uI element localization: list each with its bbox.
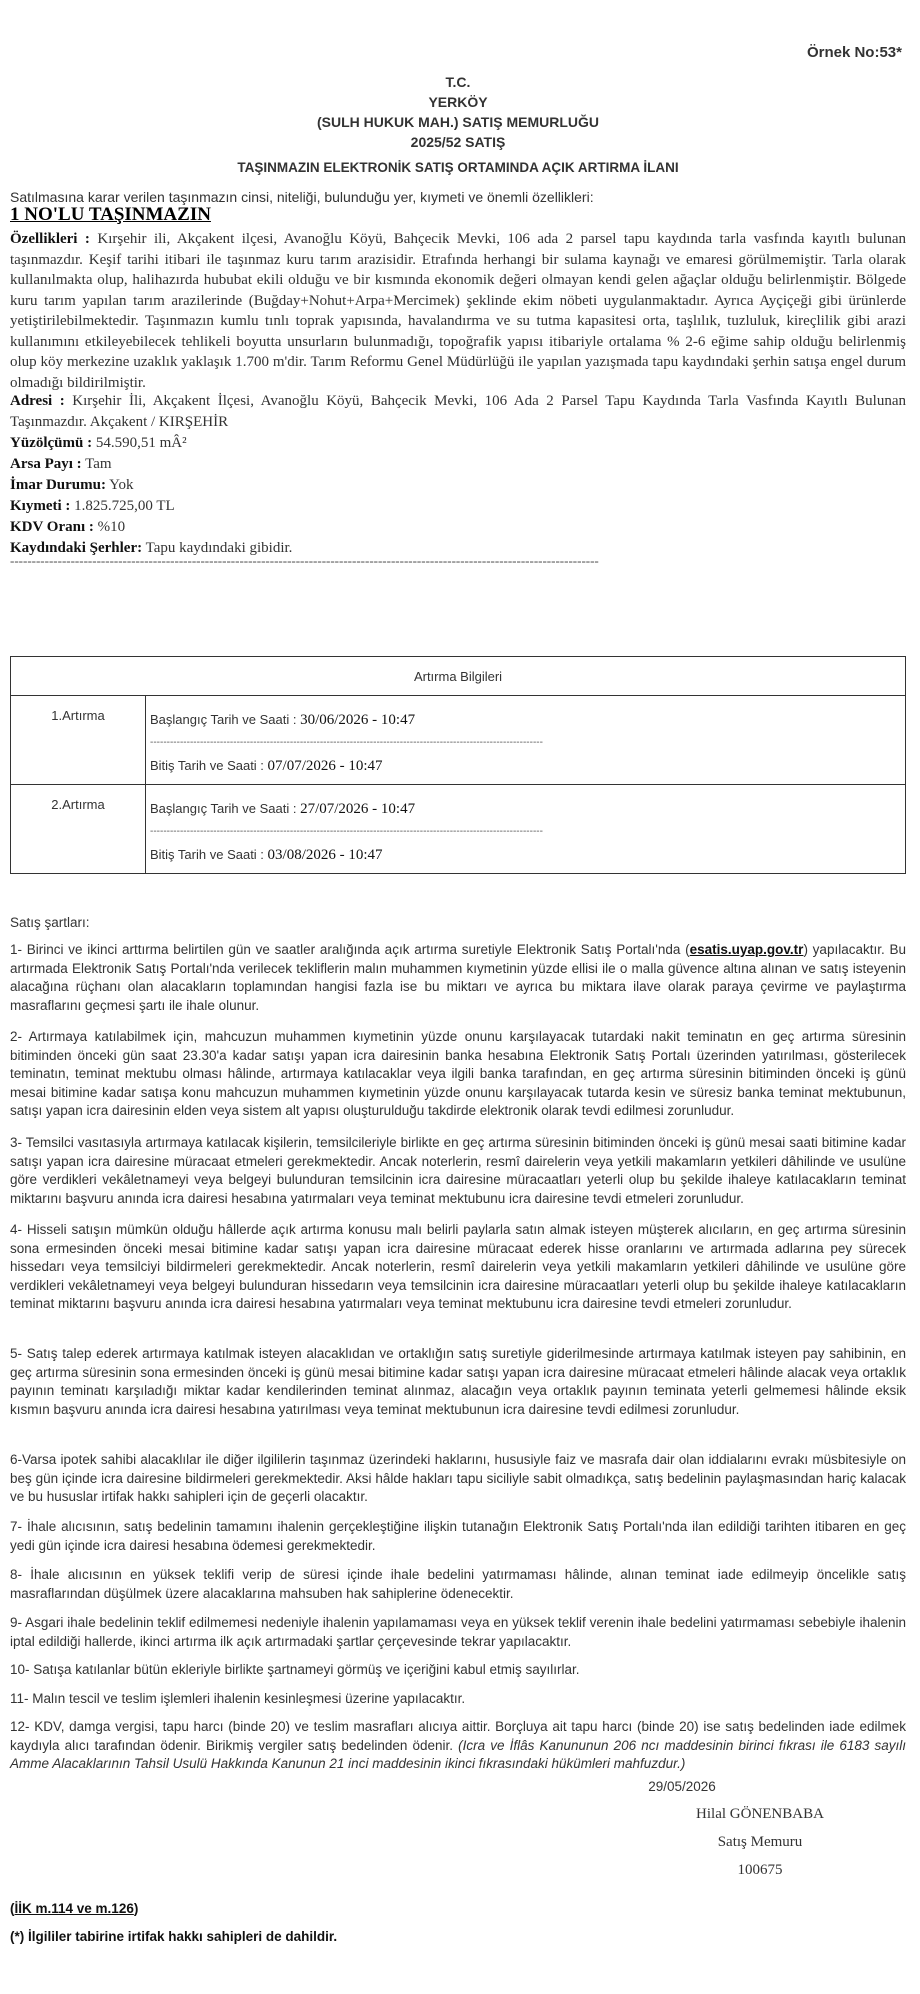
address-text: Kırşehir İli, Akçakent İlçesi, Avanoğlu Köyü, Bahçecik Mevki, 106 Ada 2 Parsel Tapu Kaydında Tarla Vasfında Kayıtlı Bulunan Taşınmazdır. Akçakent / KIRŞEHİR [10,393,906,430]
signer-number: 100675 [737,1862,783,1878]
header-yerkoy: YERKÖY [428,94,488,110]
esatis-link[interactable]: esatis.uyap.gov.tr [689,942,804,957]
area-value: 54.590,51 mÂ² [92,435,187,451]
value-field [10,496,175,516]
condition-8: 8- İhale alıcısının en yüksek teklifi verip de süresi içinde ihale bedelini yatırmaması hâlinde, alınan teminat iade edilmeyip öncelikle satış masraflarından düşülmek üzere alacaklarına mahsuben hak sahiplerine ödenecektir. [10,1567,906,1601]
auction-2-label: 2.Artırma [11,785,146,874]
intro-text: Satılmasına karar verilen taşınmazın cinsi, niteliği, bulunduğu yer, kıymeti ve önemli özellikleri: [10,189,594,205]
condition-3: 3- Temsilci vasıtasıyla artırmaya katılacak kişilerin, temsilcileriyle birlikte en geç artırma süresinin bitiminden önceki iş günü mesai saati bitimine kadar satışı yapan icra dairesine müracaat etmeleri gerekmektedir. Ancak noterlerin, resmî dairelerin veya yetkili makamların yetkileri dâhilinde ve usulüne göre verdikleri vekâletnameyi veya belgeyi bulunduran temsilcinin icra dairesine müracaatları yeterli olup bu şekilde ihaleye katılacakların teminat miktarını başvuru anında icra dairesi hesabına yatırmaları veya teminat mektubunu icra dairesine tevdi etmeleri zorunludur. [10,1135,906,1206]
auction-2-start [150,797,901,821]
footnote: (*) İlgililer tabirine irtifak hakkı sahipleri de dahildir. [10,1929,338,1944]
announcement-title: TAŞINMAZIN ELEKTRONİK SATIŞ ORTAMINDA AÇIK ARTIRMA İLANI [237,160,679,175]
condition-1-text-a: 1- Birinci ve ikinci arttırma belirtilen gün ve saatler aralığında açık artırma suretiyle Elektronik Satış Portalı'nda ( [10,942,690,957]
auction-1-dates [146,696,906,785]
condition-10: 10- Satışa katılanlar bütün ekleriyle birlikte şartnameyi görmüş ve içeriğini kabul etmiş sayılırlar. [10,1662,580,1677]
example-number: Örnek No:53* [806,44,902,61]
condition-1 [10,941,906,1015]
start-label: Başlangıç Tarih ve Saati : [150,801,301,816]
separator-line: ---------------------------------------------------------------------------------------------------------------------------------------- [10,553,599,568]
iik-link[interactable]: İİK m.114 ve m.126 [14,1901,134,1916]
land-share-field [10,454,112,474]
value-label: Kıymeti : [10,498,71,514]
land-share-label: Arsa Payı : [10,456,82,472]
annotations-label: Kaydındaki Şerhler: [10,540,143,556]
condition-11: 11- Malın tescil ve teslim işlemleri ihalenin kesinleşmesi üzerine yapılacaktır. [10,1691,466,1706]
property-title: 1 NO'LU TAŞINMAZIN [10,204,211,225]
row-separator: ---------------------------------------------------------------------------------------------------------------------- [150,826,543,837]
table-row [11,785,906,874]
annotations-value: Tapu kaydındaki gibidir. [142,540,293,556]
property-address [10,391,906,432]
institution-header [10,72,906,152]
condition-12 [10,1718,906,1774]
land-share-value: Tam [81,456,112,472]
start-value: 27/07/2026 - 10:47 [300,801,416,817]
features-label: Özellikleri : [10,231,90,247]
condition-2: 2- Artırmaya katılabilmek için, mahcuzun muhammen kıymetinin yüzde onunu karşılayacak tutardaki nakit teminatın en geç artırma süresinin bitiminden önceki gün saat 23.30'a kadar satışı yapan icra dairesinin banka hesabına Elektronik Satış Portalı üzerinden yatırılması, gösterilecek teminatın, teminat mektubu olması hâlinde, artırmaya katılacaklar veya ilgili banka tarafından, en geç artırma süresinin bitiminden önceki iş günü mesai bitimine kadar satışa konu mahcuzun muhammen kıymetinin yüzde onunu karşılayacak tutarda kesin ve süresiz banka teminat mektubunun, satışı yapan icra dairesinin elden veya sistem alt yapısı oluşturulduğu takdirde elektronik olarak tevdi edilmesi zorunludur. [10,1029,906,1118]
property-features [10,229,906,393]
row-separator: ---------------------------------------------------------------------------------------------------------------------- [150,737,543,748]
condition-4: 4- Hisseli satışın mümkün olduğu hâllerde açık artırma konusu malı belirli paylarla satın almak isteyen müşterek alıcıların, en geç artırma süresinin sona ermesinden önceki mesai bitimine kadar satışı yapan icra dairesine müracaat ederek hisse oranlarını ve artırmada adlarına pey sürecek hissedarı veya temsilciyi bildirmeleri gerekmektedir. Ancak noterlerin, resmî dairelerin veya yetkili makamların yetkileri dâhilinde ve usulüne göre verdikleri vekâletnameyi veya belgeyi bulunduran hissedarın veya temsilcinin icra dairesine müracaatları yeterli olup bu şekilde ihaleye katılacakların teminat miktarını başvuru anında icra dairesi hesabına yatırmaları veya teminat mektubunu icra dairesine tevdi etmeleri zorunludur. [10,1222,906,1311]
auction-info-header: Artırma Bilgileri [11,657,906,696]
auction-info-table [10,656,906,874]
features-text: Kırşehir ili, Akçakent ilçesi, Avanoğlu Köyü, Bahçecik Mevki, 106 ada 2 parsel tapu kaydında tarla vasfında kayıtlı bulunan taşınmazdır. Keşif tarihi itibari ile taşınmaz kuru tarım arazisidir. Etrafında herhangi bir sulama kaynağı ve emaresi görülmemiştir. Tarla olarak kullanılmakta olup, halihazırda hububat ekili olduğu ve bir kısmında ekonomik değeri olmayan kendi gelen ağaçlar olduğu belirlenmiştir. Bölgede kuru tarım yapılan tarım arazilerinde (Buğday+Nohut+Arpa+Mercimek) şeklinde ekim nöbeti uygulanmaktadır. Ayrıca Ayçiçeği gibi ürünlerde yetiştirilebilmektedir. Taşınmazın kumlu tınlı toprak yapısında, havalandırma ve su tutma kapasitesi orta, taşlılık, tuzluluk, kireçlilik gibi arazi kullanımını etkileyebilecek tehlikeli boyutta unsurların bulunmadığı, topoğrafik yapısı itibariyle ortalama % 2-6 eğime sahip olduğu belirlenmiş olup köy merkezine uzaklık yaklaşık 1.700 m'dir. Tarım Reformu Genel Müdürlüğü ile yapılan yazışmada tapu kaydındaki şerhin satışa engel durum olmadığı bildirilmiştir. [10,231,906,391]
condition-9: 9- Asgari ihale bedelinin teklif edilmemesi nedeniyle ihalenin yapılamaması veya en yüksek teklif verenin ihale bedelini yatırmaması sebebiyle ihalenin iptal edildiği hallerde, ikinci artırma ilk açık artırmadaki şartlar çerçevesinde tekrar yapılacaktır. [10,1615,906,1649]
condition-6: 6-Varsa ipotek sahibi alacaklılar ile diğer ilgililerin taşınmaz üzerindeki haklarını, hususiyle faiz ve masrafa dair olan iddialarını evrakı müsbitesiyle on beş gün içinde icra dairesine bildirmeleri gerekmektedir. Aksi hâlde hakları tapu siciliyle sabit olmadıkça, satış bedelinin paylaşmasından hariç kalacak ve bu hususlar irtifak hakkı sahipleri için de geçerli olacaktır. [10,1452,906,1504]
condition-7: 7- İhale alıcısının, satış bedelinin tamamını ihalenin gerçekleştiğine ilişkin tutanağın Elektronik Satış Portalı'nda ilan edildiği tarihten itibaren en geç yedi gün içinde icra dairesi hesabına ödemesi gerekmektedir. [10,1519,906,1553]
area-label: Yüzölçümü : [10,435,93,451]
end-value: 07/07/2026 - 10:47 [267,758,383,774]
end-label: Bitiş Tarih ve Saati : [150,847,268,862]
auction-1-end [150,754,901,778]
conditions-title: Satış şartları: [10,915,90,930]
vat-label: KDV Oranı : [10,519,94,535]
value-amount: 1.825.725,00 TL [70,498,175,514]
iik-reference: (İİK m.114 ve m.126) [10,1901,139,1916]
condition-12-legal-note: (Icra ve İflâs Kanununun 206 ncı maddesinin birinci fıkrası ile 6183 sayılı Amme Alacaklarının Tahsil Usulü Hakkında Kanunun 21 inci maddesinin ikinci fıkrasındaki hükümleri mahfuzdur.) [10,1737,907,1771]
header-tc: T.C. [445,74,471,90]
auction-2-dates [146,785,906,874]
start-label: Başlangıç Tarih ve Saati : [150,712,301,727]
auction-1-start [150,708,901,732]
vat-value: %10 [93,519,126,535]
vat-field [10,517,125,537]
signer-name: Hilal GÖNENBABA [696,1806,824,1822]
auction-2-end [150,843,901,867]
signer-title: Satış Memuru [717,1834,803,1850]
condition-12-text: 12- KDV, damga vergisi, tapu harcı (binde 20) ve teslim masrafları alıcıya aittir. Borçluya ait tapu harcı (binde 20) ise satış bedelinden iade edilmek kaydıyla alıcı tarafından ödenir. Birikmiş vergiler satış bedelinden ödenir. [10,1719,906,1753]
zoning-label: İmar Durumu: [10,477,106,493]
signature-date: 29/05/2026 [648,1779,716,1794]
start-value: 30/06/2026 - 10:47 [300,712,416,728]
area-field [10,433,187,453]
condition-5: 5- Satış talep ederek artırmaya katılmak isteyen alacaklıdan ve ortaklığın satış suretiyle giderilmesinde artırmaya katılmak isteyen pay sahibinin, en geç artırma süresinin sona ermesinden önceki iş günü mesai bitimine kadar satışı yapan icra dairesine müracaat etmeleri hâlinde alacak veya ortaklık payının teminatı karşıladığı miktar kadar kendilerinden teminat alınmaz, alacağın veya ortaklık payının teminata yeterli gelmemesi hâlinde eksik kısmın başvuru anında icra dairesi hesabına yatırılması veya teminat mektubunun icra dairesine tevdi edilmesi zorunludur. [10,1346,906,1417]
end-label: Bitiş Tarih ve Saati : [150,758,268,773]
table-row [11,696,906,785]
zoning-value: Yok [105,477,134,493]
condition-1-text-b: ) yapılacaktır. Bu artırmada Elektronik Satış Portalı'nda verilecek tekliflerin malın muhammen kıymetinin yüzde ellisi ile o malla güvence altına alınan ve satış isteyenin alacağına rüçhanı olan alacakların toplamından hangisi fazla ise bu miktarı ve ayrıca bu miktara ilave olarak paraya çevirme ve paylaştırma masraflarını geçmesi şartı ile ihale olunur. [10,942,906,1013]
header-office: (SULH HUKUK MAH.) SATIŞ MEMURLUĞU [316,114,600,130]
zoning-field [10,475,134,495]
header-file-number: 2025/52 SATIŞ [410,134,506,150]
address-label: Adresi : [10,393,65,409]
end-value: 03/08/2026 - 10:47 [267,847,383,863]
auction-1-label: 1.Artırma [11,696,146,785]
